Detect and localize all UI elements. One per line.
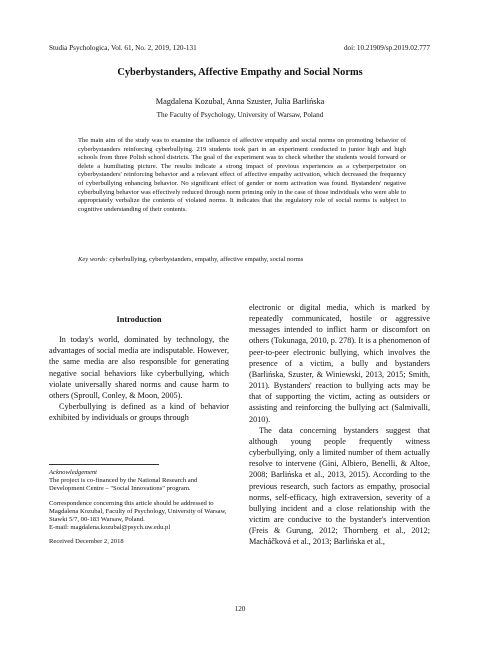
page-number: 120 (234, 605, 246, 613)
keywords (78, 256, 406, 263)
footnote-divider (49, 464, 159, 465)
authors: Magdalena Kozubal, Anna Szuster, Julia Barlińska (155, 97, 325, 106)
journal-citation: Studia Psychologica, Vol. 61, No. 2, 2019, 120-131 (49, 44, 197, 52)
doi[interactable]: doi: 10.21909/sp.2019.02.777 (343, 44, 430, 52)
intro-paragraph-2-continued: electronic or digital media, which is marked by repeatedly communicated, hostile or aggressive messages intended to inflict harm or discomfort on others (Tokunaga, 2010, p. 278). It is a phenomenon of peer-to-peer electronic bullying, which involves the presence of a victim, a bully and bystanders (Barlińska, Szuster, & Winiewski, 2013, 2015; Smith, 2011). Bystanders' reaction to bullying acts may be that of supporting the victim, acting as outsiders or assisting and reinforcing the bullying act (Salmivalli, 2010). (249, 303, 430, 424)
article-title: Cyberbystanders, Affective Empathy and Social Norms (117, 67, 363, 78)
keywords-label: Key words: (78, 256, 108, 263)
intro-paragraph-1: In today's world, dominated by technology, the advantages of social media are indisputable. However, the same media are also responsible for generating negative social behaviors like cyberbullying, which violate universally shared norms and cause harm to others (Sproull, Conley, & Moon, 2005). (49, 335, 229, 400)
intro-paragraph-2: Cyberbullying is defined as a kind of behavior exhibited by individuals or groups through (49, 402, 229, 423)
email[interactable]: E-mail: magdalena.kozubal@psych.uw.edu.pl (49, 524, 171, 532)
section-heading-introduction: Introduction (116, 315, 162, 324)
left-column (49, 314, 229, 423)
correspondence-text: Correspondence concerning this article should be addressed to Magdalena Kozubal, Faculty of Psychology, University of Warsaw, Stawki 5/7, 00-183 Warsaw, Poland. (49, 499, 227, 524)
received-date: Received December 2, 2018 (49, 538, 124, 546)
intro-paragraph-3: The data concerning bystanders suggest that although young people frequently witness cyberbullying, only a limited number of them actually resolve to intervene (Gini, Albiero, Benelli, & Altoe, 2008; Barlińska et al., 2013, 2015). According to the previous research, such factors as empathy, prosocial norms, self-efficacy, high extraversion, severity of a bullying incident and a close relationship with the victim are conducive to the bystander's intervention (Freis & Gurung, 2012; Thornberg et al., 2012; Macháčková et al., 2013; Barlińska et al., (249, 425, 430, 547)
right-column (249, 302, 430, 547)
abstract: The main aim of the study was to examine the influence of affective empathy and social norms on promoting behavior of cyberbystanders reinforcing cyberbullying. 219 students took part in an experiment conducted in junior high and high schools from three Polish school districts. The goal of the experiment was to check whether the students would forward or delete a humiliating picture. The results indicate a strong impact of previous experiences as a cyberperpetrator on cyberbystanders' reinforcing behavior and a relevant effect of affective empathy activation, which decreased the frequency of cyberbullying enhancing behavior. No significant effect of gender or norm activation was found. Bystanders' negative cyberbullying behavior was effectively reduced through norm priming only in the case of those individuals who were able to appropriately verbalize the contents of violated norms. It indicates that the regulatory role of social norms is subject to cognitive understanding of their contents. (78, 137, 406, 213)
affiliation: The Faculty of Psychology, University of Warsaw, Poland (156, 111, 324, 119)
acknowledgement-text: The project is co-financed by the National Research and Development Centre – "Social Innovations" program. (49, 477, 198, 493)
keywords-text: cyberbullying, cyberbystanders, empathy, affective empathy, social norms (109, 256, 304, 263)
correspondence (49, 500, 229, 533)
footnotes (49, 464, 229, 547)
acknowledgement-heading: Acknowledgement (49, 469, 97, 476)
acknowledgement (49, 469, 229, 494)
